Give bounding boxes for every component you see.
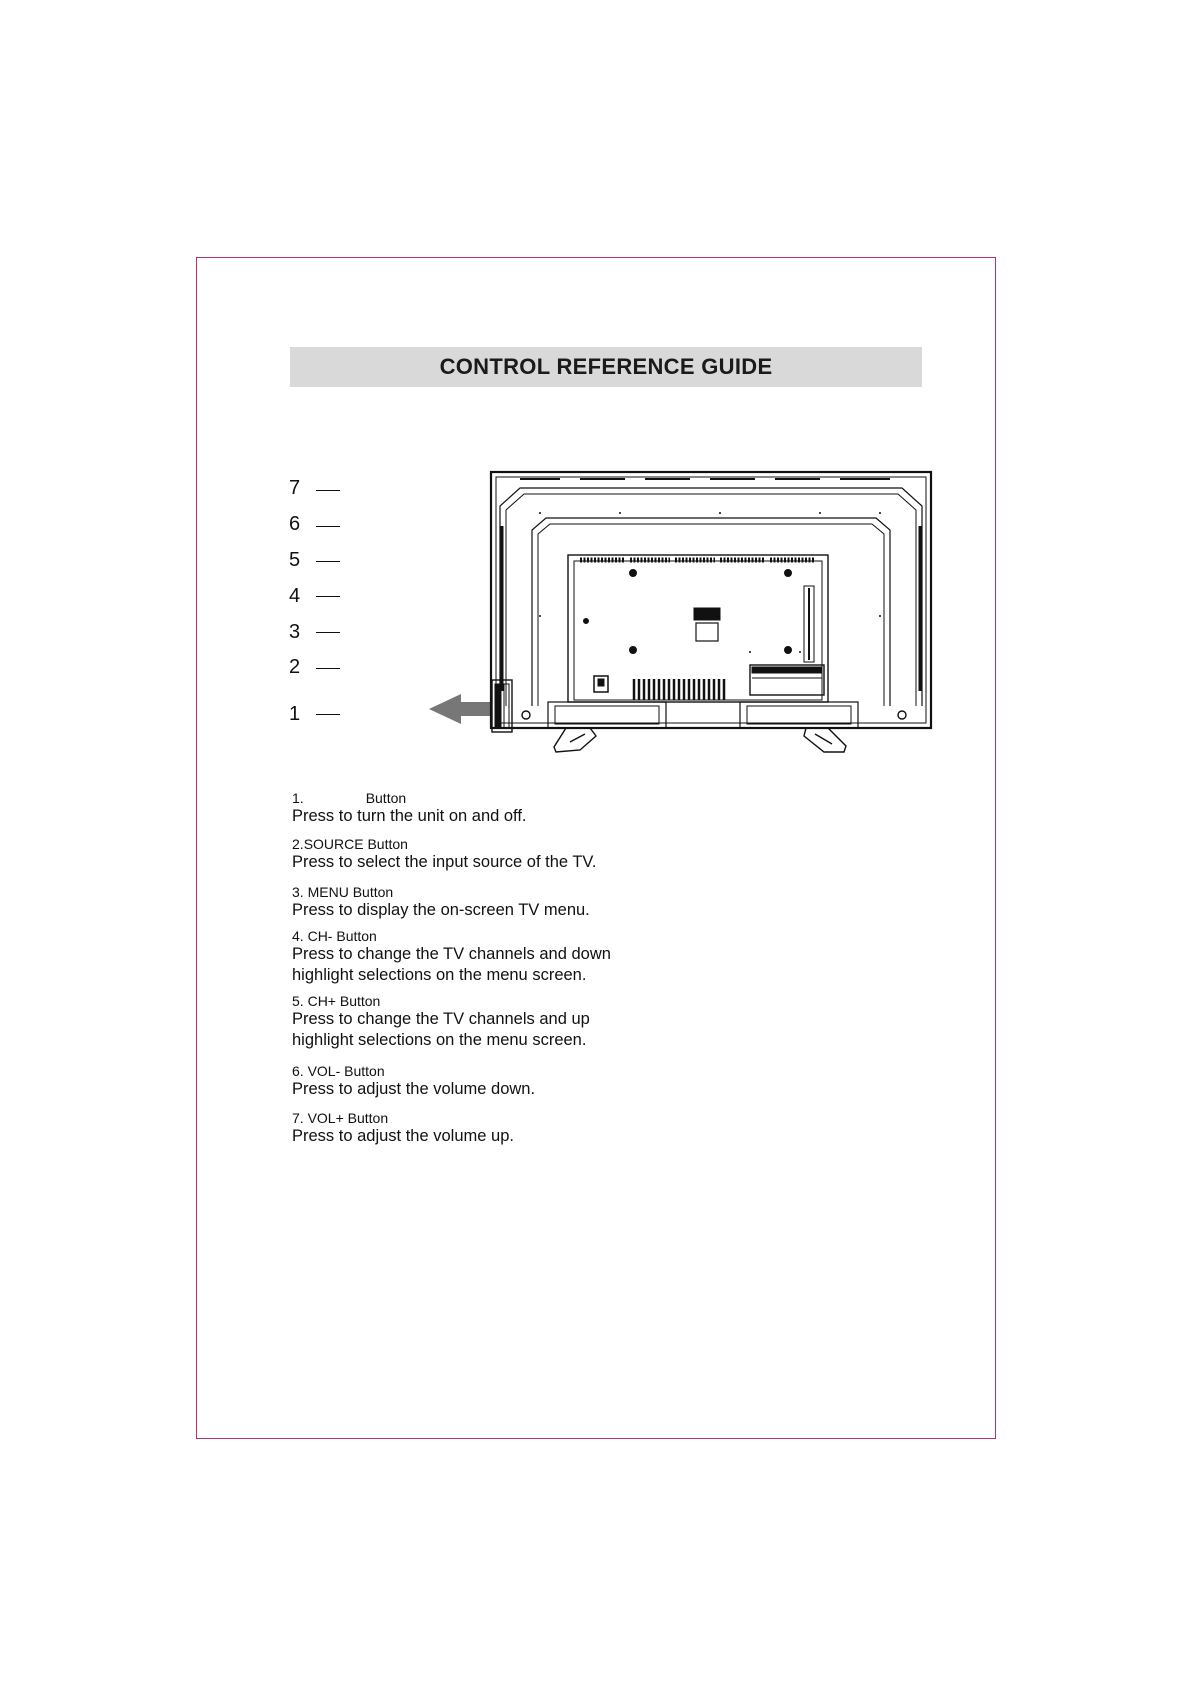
item-5-num: 5. — [292, 993, 304, 1009]
callout-line-4 — [316, 596, 340, 597]
callout-line-7 — [316, 490, 340, 491]
callout-line-2 — [316, 668, 340, 669]
callout-4: 4 — [289, 585, 301, 607]
item-3-text: Press to display the on-screen TV menu. — [292, 901, 590, 919]
callout-7: 7 — [289, 477, 301, 499]
callout-3: 3 — [289, 621, 301, 643]
item-6-text: Press to adjust the volume down. — [292, 1080, 536, 1098]
item-7-num: 7. — [292, 1110, 304, 1126]
item-7-text: Press to adjust the volume up. — [292, 1127, 514, 1145]
item-2 — [292, 836, 597, 873]
item-3-label: MENU Button — [307, 884, 394, 900]
item-4-label: CH- Button — [307, 928, 377, 944]
item-4-num: 4. — [292, 928, 304, 944]
item-2-text: Press to select the input source of the TV. — [292, 853, 597, 871]
tv-stand-feet — [554, 728, 846, 752]
callout-line-6 — [316, 526, 340, 527]
callout-1: 1 — [289, 703, 301, 725]
item-6-num: 6. — [292, 1063, 304, 1079]
title-bar — [290, 347, 922, 387]
callout-line-1 — [316, 714, 340, 715]
pointer-arrow-icon — [429, 694, 491, 724]
item-3-num: 3. — [292, 884, 304, 900]
callout-line-5 — [316, 561, 340, 562]
callout-2: 2 — [289, 656, 301, 678]
item-1-num: 1. — [292, 790, 304, 806]
item-5-text-2: highlight selections on the menu screen. — [292, 1031, 587, 1049]
callout-line-3 — [316, 632, 340, 633]
page-title: CONTROL REFERENCE GUIDE — [439, 354, 773, 379]
item-6 — [292, 1063, 535, 1100]
item-5-label: CH+ Button — [307, 993, 381, 1009]
item-4-text-2: highlight selections on the menu screen. — [292, 966, 587, 984]
item-7 — [292, 1110, 514, 1147]
item-6-label: VOL- Button — [307, 1063, 385, 1079]
callout-6: 6 — [289, 513, 301, 535]
item-1-label: Button — [365, 790, 407, 806]
item-3 — [292, 884, 590, 921]
item-1 — [292, 790, 527, 827]
item-2-num: 2. — [292, 836, 304, 852]
item-4-text: Press to change the TV channels and down — [292, 945, 611, 963]
item-5-text: Press to change the TV channels and up — [292, 1010, 590, 1028]
item-4 — [292, 928, 611, 986]
tv-rear-diagram — [420, 466, 940, 756]
item-2-label: SOURCE Button — [303, 836, 408, 852]
item-1-text: Press to turn the unit on and off. — [292, 807, 527, 825]
callout-5: 5 — [289, 549, 301, 571]
item-5 — [292, 993, 590, 1051]
tv-outer-frame — [491, 472, 931, 728]
item-7-label: VOL+ Button — [307, 1110, 389, 1126]
